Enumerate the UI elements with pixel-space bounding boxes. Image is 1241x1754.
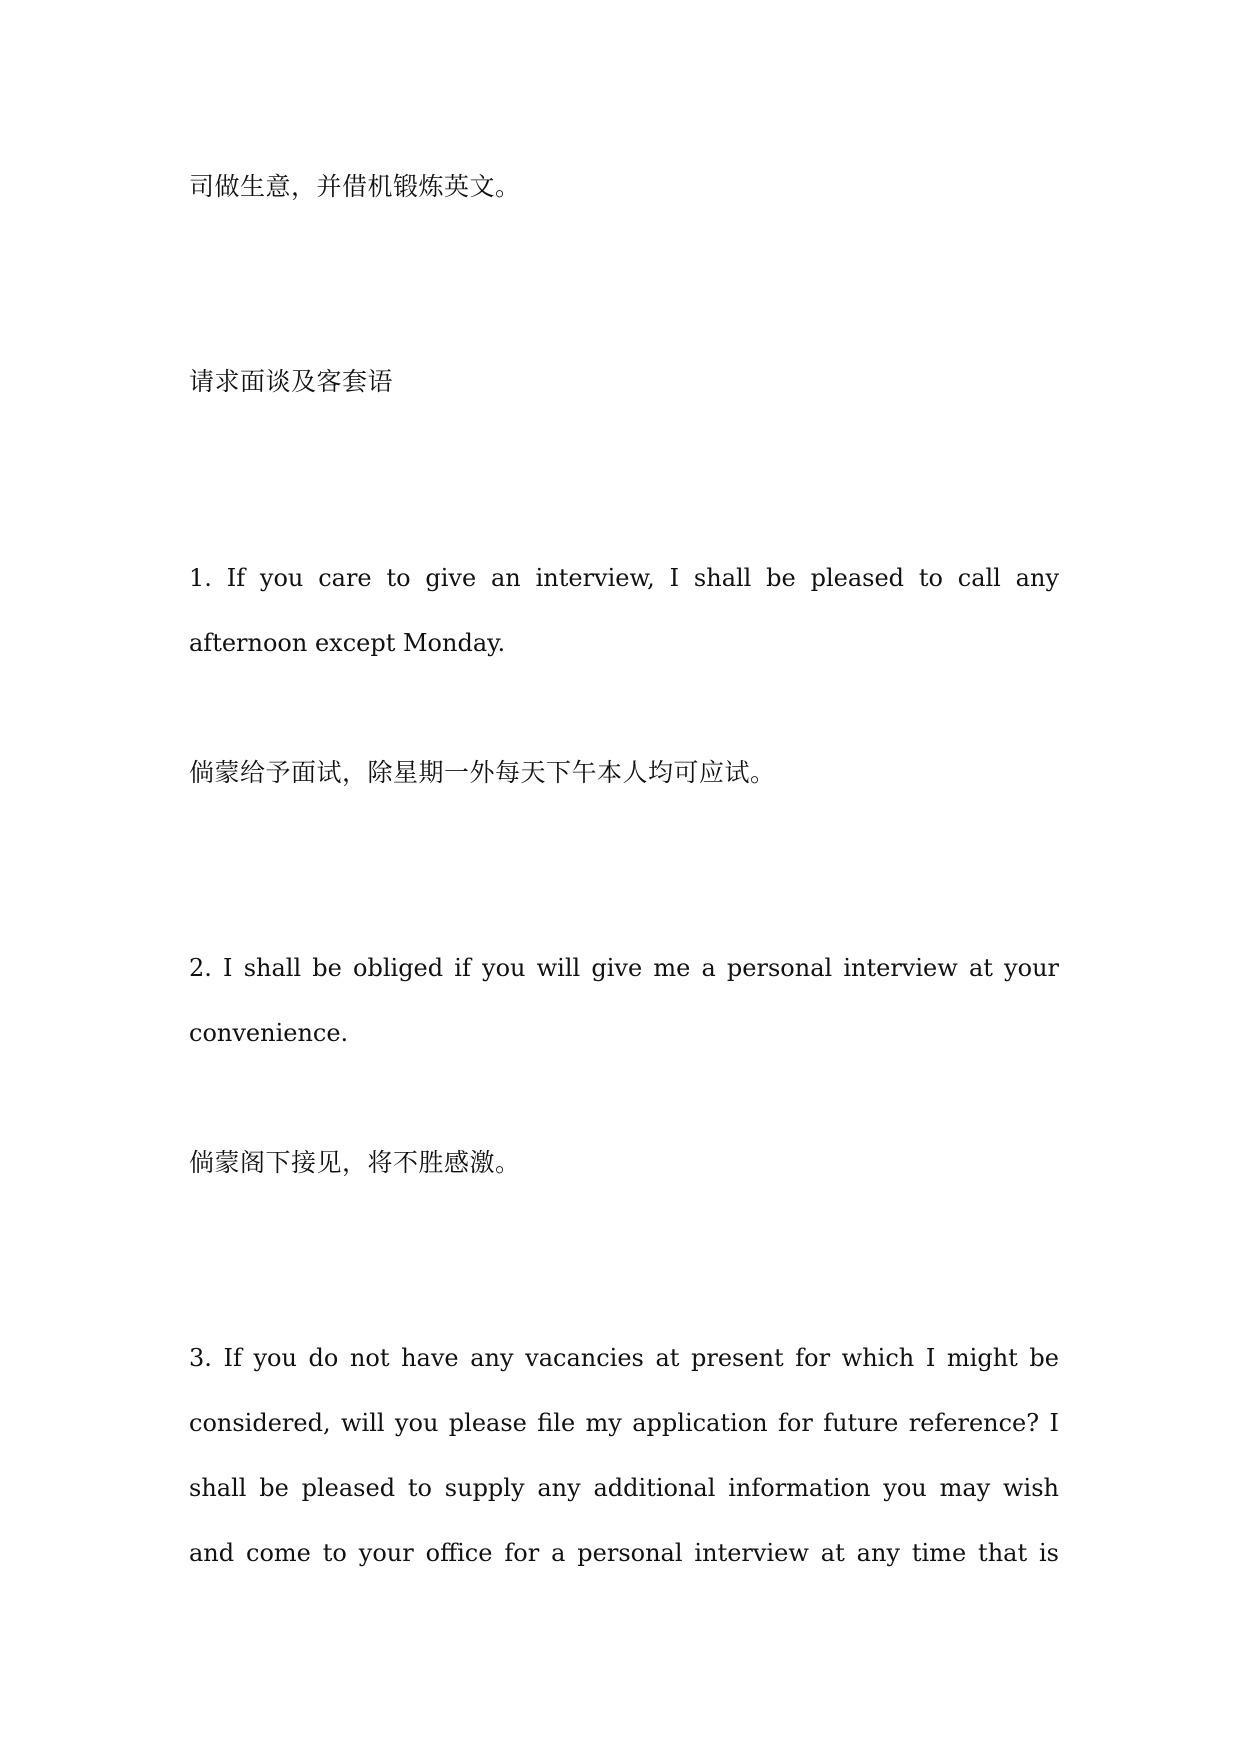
english-text-line: convenience. [189, 1019, 349, 1047]
english-text-line: and come to your office for a personal interview at any time that is [189, 1539, 1059, 1567]
section-heading: 请求面谈及客套语 [189, 367, 394, 396]
english-text-line: 1. If you care to give an interview, I shall be pleased to call any [189, 564, 1059, 592]
english-text-line: afternoon except Monday. [189, 629, 506, 657]
chinese-translation-line: 倘蒙给予面试，除星期一外每天下午本人均可应试。 [189, 758, 776, 787]
english-text-line: considered, will you please file my application for future reference? I [189, 1409, 1059, 1437]
english-text-line: shall be pleased to supply any additional information you may wish [189, 1474, 1059, 1502]
chinese-text-line: 司做生意，并借机锻炼英文。 [189, 172, 521, 201]
chinese-translation-line: 倘蒙阁下接见，将不胜感激。 [189, 1148, 521, 1177]
english-text-line: 3. If you do not have any vacancies at present for which I might be [189, 1344, 1059, 1372]
english-text-line: 2. I shall be obliged if you will give me a personal interview at your [189, 954, 1059, 982]
